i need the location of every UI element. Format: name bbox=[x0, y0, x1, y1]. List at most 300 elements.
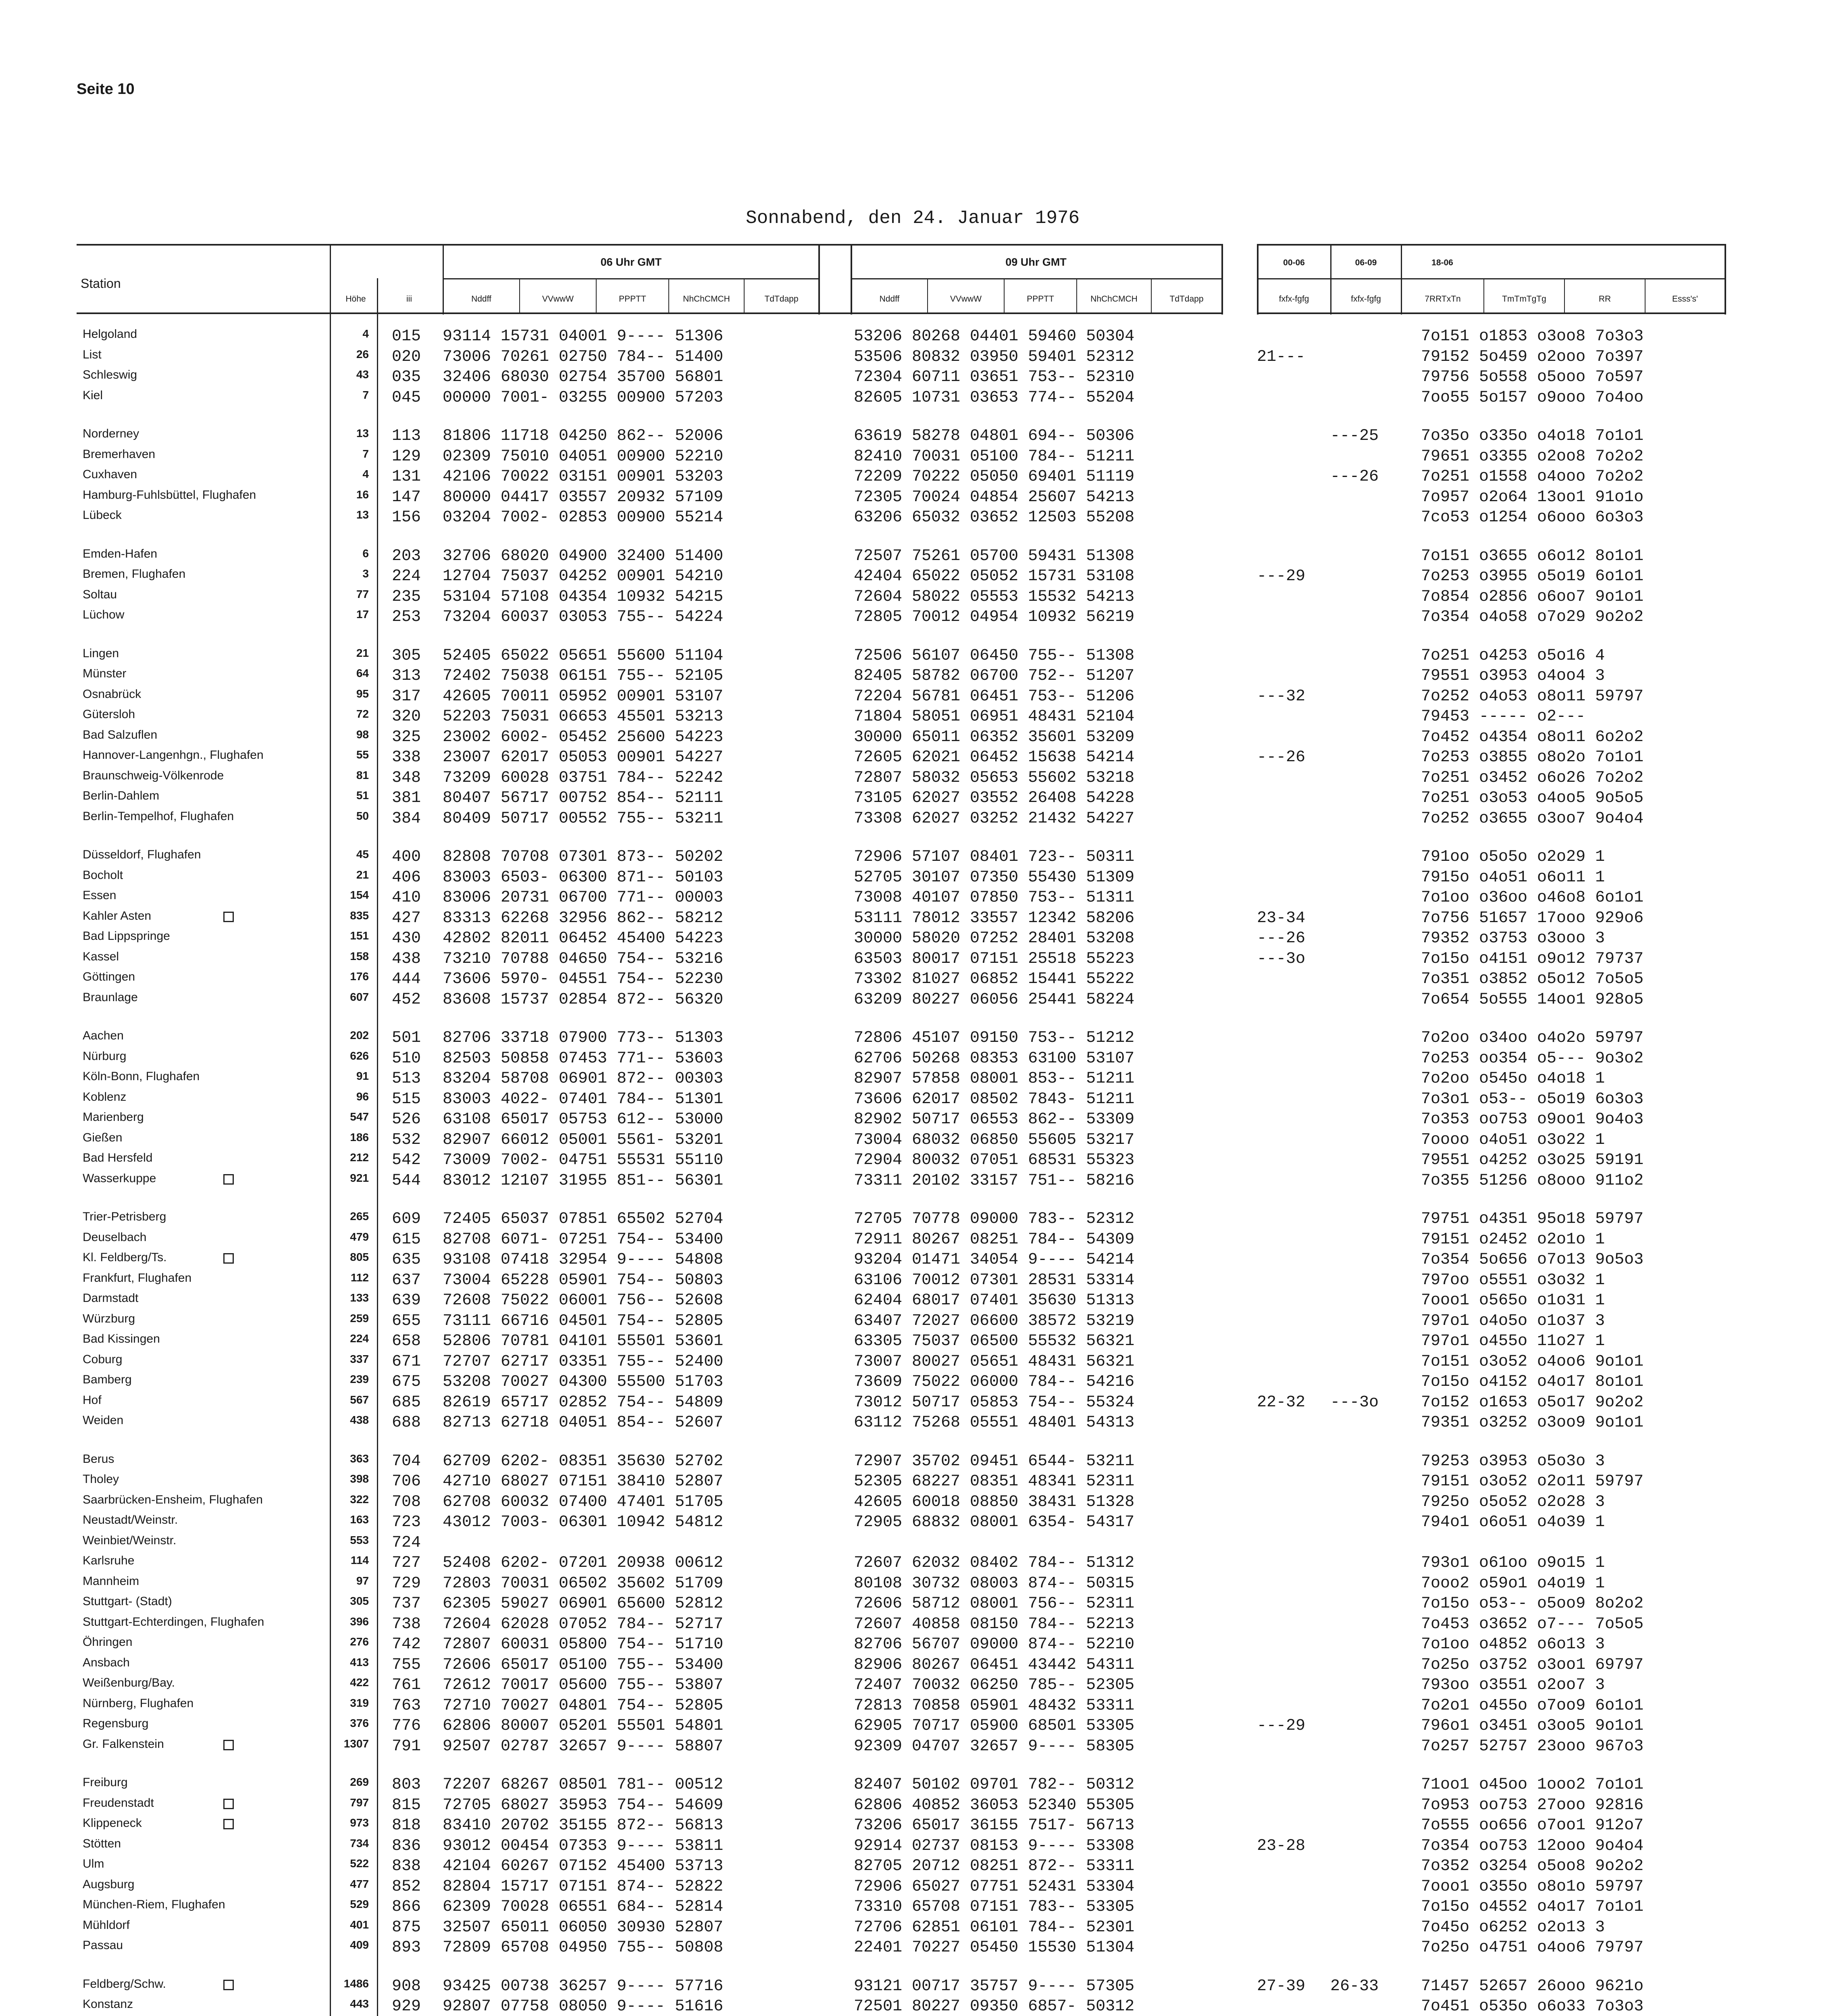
table-row bbox=[0, 1151, 1839, 1171]
obs-06-gmt: 72809 65708 04950 755-- 50808 bbox=[443, 1939, 724, 1957]
station-name: Lingen bbox=[83, 646, 119, 660]
table-row bbox=[0, 1131, 1839, 1151]
obs-06-gmt: 73606 5970- 04551 754-- 52230 bbox=[443, 970, 724, 988]
summary-18-06: 7o15o o53-- o5oo9 8o2o2 bbox=[1421, 1595, 1644, 1613]
obs-06-gmt: 73209 60028 03751 784-- 52242 bbox=[443, 768, 724, 787]
station-index: 763 bbox=[392, 1696, 421, 1715]
obs-09-gmt: 73310 65708 07151 783-- 53305 bbox=[854, 1898, 1135, 1916]
obs-09-gmt: 82906 80267 06451 43442 54311 bbox=[854, 1656, 1135, 1674]
station-name: Bad Hersfeld bbox=[83, 1151, 153, 1164]
station-index: 452 bbox=[392, 990, 421, 1009]
station-name: Stötten bbox=[83, 1837, 121, 1850]
col-tdapp-06: TdTdapp bbox=[764, 294, 799, 304]
obs-09-gmt: 30000 65011 06352 35601 53209 bbox=[854, 728, 1135, 746]
obs-09-gmt: 72605 62021 06452 15638 54214 bbox=[854, 748, 1135, 766]
table-row bbox=[0, 1353, 1839, 1373]
summary-18-06: 797o1 o4o5o o1o37 3 bbox=[1421, 1312, 1605, 1330]
station-name: Göttingen bbox=[83, 970, 135, 983]
station-elevation: 212 bbox=[350, 1151, 369, 1164]
station-elevation: 259 bbox=[350, 1312, 369, 1325]
col-vvwww-06: VVwwW bbox=[542, 294, 574, 304]
table-row bbox=[0, 1472, 1839, 1493]
station-index: 818 bbox=[392, 1816, 421, 1835]
station-name: Koblenz bbox=[83, 1090, 127, 1104]
station-name: Essen bbox=[83, 889, 116, 902]
obs-09-gmt: 72807 58032 05653 55602 53218 bbox=[854, 768, 1135, 787]
station-name: Lüchow bbox=[83, 608, 125, 621]
obs-06-gmt: 32507 65011 06050 30930 52807 bbox=[443, 1918, 724, 1937]
station-elevation: 626 bbox=[350, 1049, 369, 1062]
station-index: 384 bbox=[392, 809, 421, 828]
station-index: 224 bbox=[392, 567, 421, 585]
obs-09-gmt: 82405 58782 06700 752-- 51207 bbox=[854, 667, 1135, 685]
station-name: Braunlage bbox=[83, 990, 138, 1004]
table-row bbox=[0, 427, 1839, 447]
table-row bbox=[0, 1070, 1839, 1090]
col-vvwww-09: VVwwW bbox=[950, 294, 982, 304]
station-index: 406 bbox=[392, 868, 421, 887]
table-row bbox=[0, 1656, 1839, 1676]
obs-09-gmt: 72806 45107 09150 753-- 51212 bbox=[854, 1029, 1135, 1047]
obs-09-gmt: 72911 80267 08251 784-- 54309 bbox=[854, 1230, 1135, 1249]
table-row bbox=[0, 1697, 1839, 1717]
station-elevation: 7 bbox=[362, 447, 369, 460]
station-elevation: 81 bbox=[356, 768, 369, 781]
obs-09-gmt: 72305 70024 04854 25607 54213 bbox=[854, 488, 1135, 506]
summary-18-06: 79152 5o459 o2ooo 7o397 bbox=[1421, 348, 1644, 366]
summary-18-06: 79351 o3252 o3oo9 9o1o1 bbox=[1421, 1414, 1644, 1432]
obs-09-gmt: 82410 70031 05100 784-- 51211 bbox=[854, 447, 1135, 466]
table-row bbox=[0, 1918, 1839, 1939]
station-elevation: 363 bbox=[350, 1452, 369, 1465]
station-name: Stuttgart- (Stadt) bbox=[83, 1595, 172, 1608]
station-elevation: 805 bbox=[350, 1251, 369, 1263]
station-index: 320 bbox=[392, 708, 421, 726]
table-row bbox=[0, 1717, 1839, 1737]
gust-06-09: 26-33 bbox=[1330, 1977, 1379, 1995]
obs-09-gmt: 72805 70012 04954 10932 56219 bbox=[854, 608, 1135, 626]
station-elevation: 567 bbox=[350, 1393, 369, 1406]
station-index: 348 bbox=[392, 768, 421, 787]
station-name: Berus bbox=[83, 1452, 114, 1466]
obs-06-gmt: 72606 65017 05100 755-- 53400 bbox=[443, 1656, 724, 1674]
obs-09-gmt: 63305 75037 06500 55532 56321 bbox=[854, 1332, 1135, 1350]
summary-18-06: 7o756 51657 17ooo 929o6 bbox=[1421, 909, 1644, 927]
station-name: Weinbiet/Weinstr. bbox=[83, 1533, 177, 1547]
obs-06-gmt: 82706 33718 07900 773-- 51303 bbox=[443, 1029, 724, 1047]
table-row bbox=[0, 1271, 1839, 1291]
obs-06-gmt: 53208 70027 04300 55500 51703 bbox=[443, 1373, 724, 1391]
summary-18-06: 79151 o2452 o2o1o 1 bbox=[1421, 1230, 1605, 1249]
summary-18-06: 7o15o o4552 o4o17 7o1o1 bbox=[1421, 1898, 1644, 1916]
obs-06-gmt: 03204 7002- 02853 00900 55214 bbox=[443, 508, 724, 527]
table-row bbox=[0, 1414, 1839, 1434]
obs-06-gmt: 62709 6202- 08351 35630 52702 bbox=[443, 1452, 724, 1470]
obs-06-gmt: 42104 60267 07152 45400 53713 bbox=[443, 1857, 724, 1875]
obs-06-gmt: 00000 7001- 03255 00900 57203 bbox=[443, 388, 724, 407]
station-name: Augsburg bbox=[83, 1877, 135, 1891]
obs-09-gmt: 71804 58051 06951 48431 52104 bbox=[854, 708, 1135, 726]
obs-06-gmt: 82619 65717 02852 754-- 54809 bbox=[443, 1393, 724, 1412]
station-elevation: 158 bbox=[350, 950, 369, 962]
station-index: 430 bbox=[392, 929, 421, 948]
summary-18-06: 7o2oo o545o o4o18 1 bbox=[1421, 1070, 1605, 1088]
obs-09-gmt: 63209 80227 06056 25441 58224 bbox=[854, 990, 1135, 1009]
summary-18-06: 7o453 o3652 o7--- 7o5o5 bbox=[1421, 1615, 1644, 1633]
table-row bbox=[0, 1050, 1839, 1070]
obs-06-gmt: 52806 70781 04101 55501 53601 bbox=[443, 1332, 724, 1350]
station-elevation: 734 bbox=[350, 1837, 369, 1849]
obs-06-gmt: 73204 60037 03053 755-- 54224 bbox=[443, 608, 724, 626]
obs-06-gmt: 80000 04417 03557 20932 57109 bbox=[443, 488, 724, 506]
table-row bbox=[0, 1939, 1839, 1959]
summary-18-06: 7o25o o4751 o4oo6 79797 bbox=[1421, 1939, 1644, 1957]
station-elevation: 1486 bbox=[343, 1977, 369, 1990]
header-hoehe: Höhe bbox=[345, 294, 366, 304]
table-row bbox=[0, 368, 1839, 388]
obs-09-gmt: 82706 56707 09000 874-- 52210 bbox=[854, 1635, 1135, 1654]
station-name: Bamberg bbox=[83, 1373, 132, 1386]
table-row bbox=[0, 950, 1839, 970]
station-index: 675 bbox=[392, 1373, 421, 1391]
summary-18-06: 7o257 52757 23ooo 967o3 bbox=[1421, 1737, 1644, 1756]
obs-06-gmt: 73210 70788 04650 754-- 53216 bbox=[443, 950, 724, 968]
obs-06-gmt: 80407 56717 00752 854-- 52111 bbox=[443, 789, 724, 807]
station-elevation: 479 bbox=[350, 1230, 369, 1243]
station-elevation: 1307 bbox=[343, 1737, 369, 1750]
station-name: Bad Salzuflen bbox=[83, 728, 158, 741]
station-name: Gießen bbox=[83, 1131, 123, 1144]
obs-06-gmt: 52408 6202- 07201 20938 00612 bbox=[443, 1554, 724, 1572]
station-name: Düsseldorf, Flughafen bbox=[83, 848, 201, 861]
station-index: 803 bbox=[392, 1776, 421, 1794]
obs-06-gmt: 62305 59027 06901 65600 52812 bbox=[443, 1595, 724, 1613]
station-elevation: 269 bbox=[350, 1776, 369, 1788]
station-elevation: 97 bbox=[356, 1574, 369, 1587]
table-row bbox=[0, 1977, 1839, 1997]
obs-09-gmt: 62706 50268 08353 63100 53107 bbox=[854, 1049, 1135, 1068]
station-name: Hamburg-Fuhlsbüttel, Flughafen bbox=[83, 488, 256, 502]
summary-18-06: 7o957 o2o64 13oo1 91o1o bbox=[1421, 488, 1644, 506]
col-fxfx-00-06: fxfx-fgfg bbox=[1279, 294, 1309, 304]
obs-09-gmt: 63112 75268 05551 48401 54313 bbox=[854, 1414, 1135, 1432]
obs-09-gmt: 92309 04707 32657 9---- 58305 bbox=[854, 1737, 1135, 1756]
station-elevation: 396 bbox=[350, 1615, 369, 1628]
table-row bbox=[0, 810, 1839, 830]
summary-18-06: 7o351 o3852 o5o12 7o5o5 bbox=[1421, 970, 1644, 988]
table-row bbox=[0, 1796, 1839, 1816]
station-name: Mannheim bbox=[83, 1574, 139, 1588]
table-row bbox=[0, 1574, 1839, 1595]
obs-06-gmt: 62309 70028 06551 684-- 52814 bbox=[443, 1898, 724, 1916]
summary-18-06: 7o25o o3752 o3oo1 69797 bbox=[1421, 1656, 1644, 1674]
summary-18-06: 79453 ----- o2--- bbox=[1421, 708, 1586, 726]
summary-18-06: 7925o o5o52 o2o28 3 bbox=[1421, 1493, 1605, 1511]
obs-09-gmt: 73206 65017 36155 7517- 56713 bbox=[854, 1816, 1135, 1835]
station-elevation: 477 bbox=[350, 1877, 369, 1890]
summary-18-06: 79651 o3355 o2oo8 7o2o2 bbox=[1421, 447, 1644, 466]
station-name: Bad Kissingen bbox=[83, 1332, 160, 1345]
station-elevation: 413 bbox=[350, 1656, 369, 1668]
obs-06-gmt: 73006 70261 02750 784-- 51400 bbox=[443, 348, 724, 366]
obs-09-gmt: 42605 60018 08850 38431 51328 bbox=[854, 1493, 1135, 1511]
obs-09-gmt: 82407 50102 09701 782-- 50312 bbox=[854, 1776, 1135, 1794]
obs-06-gmt: 93108 07418 32954 9---- 54808 bbox=[443, 1251, 724, 1269]
table-row bbox=[0, 1837, 1839, 1857]
station-elevation: 154 bbox=[350, 889, 369, 901]
obs-09-gmt: 62905 70717 05900 68501 53305 bbox=[854, 1717, 1135, 1735]
station-name: Darmstadt bbox=[83, 1291, 139, 1305]
station-name: Bad Lippspringe bbox=[83, 929, 170, 943]
station-elevation: 553 bbox=[350, 1533, 369, 1546]
table-row bbox=[0, 1452, 1839, 1472]
station-name: List bbox=[83, 348, 102, 361]
station-index: 704 bbox=[392, 1452, 421, 1470]
station-index: 542 bbox=[392, 1151, 421, 1169]
obs-06-gmt: 72604 62028 07052 784-- 52717 bbox=[443, 1615, 724, 1633]
header-06-09: 06-09 bbox=[1355, 258, 1377, 267]
table-row bbox=[0, 929, 1839, 950]
gust-00-06: ---3o bbox=[1257, 950, 1306, 968]
station-name: Osnabrück bbox=[83, 687, 141, 701]
obs-09-gmt: 73609 75022 06000 784-- 54216 bbox=[854, 1373, 1135, 1391]
obs-06-gmt: 81806 11718 04250 862-- 52006 bbox=[443, 427, 724, 445]
table-row bbox=[0, 1676, 1839, 1696]
summary-18-06: 7ooo2 o59o1 o4o19 1 bbox=[1421, 1574, 1605, 1593]
station-index: 129 bbox=[392, 447, 421, 466]
station-index: 045 bbox=[392, 388, 421, 407]
summary-18-06: 7o251 o3452 o6o26 7o2o2 bbox=[1421, 768, 1644, 787]
col-tdapp-09: TdTdapp bbox=[1169, 294, 1204, 304]
table-row bbox=[0, 708, 1839, 728]
summary-18-06: 79253 o3953 o5o3o 3 bbox=[1421, 1452, 1605, 1470]
station-index: 526 bbox=[392, 1110, 421, 1129]
table-row bbox=[0, 1635, 1839, 1656]
summary-18-06: 797o1 o455o 11o27 1 bbox=[1421, 1332, 1605, 1350]
obs-09-gmt: 80108 30732 08003 874-- 50315 bbox=[854, 1574, 1135, 1593]
summary-18-06: 7o1oo o36oo o46o8 6o1o1 bbox=[1421, 889, 1644, 907]
obs-09-gmt: 72906 65027 07751 52431 53304 bbox=[854, 1877, 1135, 1896]
open-square-symbol bbox=[223, 1799, 234, 1809]
summary-18-06: 7oooo o4o51 o3o22 1 bbox=[1421, 1131, 1605, 1149]
station-elevation: 4 bbox=[362, 327, 369, 340]
station-elevation: 13 bbox=[356, 427, 369, 439]
gust-00-06: 23-28 bbox=[1257, 1837, 1306, 1855]
obs-06-gmt: 83410 20702 35155 872-- 56813 bbox=[443, 1816, 724, 1835]
open-square-symbol bbox=[223, 912, 234, 922]
station-elevation: 443 bbox=[350, 1997, 369, 2010]
station-elevation: 319 bbox=[350, 1696, 369, 1709]
gust-00-06: ---29 bbox=[1257, 567, 1306, 585]
summary-18-06: 71457 52657 26ooo 9621o bbox=[1421, 1977, 1644, 1995]
table-row bbox=[0, 1878, 1839, 1898]
obs-09-gmt: 73012 50717 05853 754-- 55324 bbox=[854, 1393, 1135, 1412]
summary-18-06: 7o15o o4152 o4o17 8o1o1 bbox=[1421, 1373, 1644, 1391]
obs-09-gmt: 72906 57107 08401 723-- 50311 bbox=[854, 848, 1135, 866]
summary-18-06: 791oo o5o5o o2o29 1 bbox=[1421, 848, 1605, 866]
col-ppptt-09: PPPTT bbox=[1027, 294, 1054, 304]
station-name: Weiden bbox=[83, 1414, 124, 1427]
obs-06-gmt: 42605 70011 05952 00901 53107 bbox=[443, 687, 724, 706]
station-index: 755 bbox=[392, 1656, 421, 1674]
summary-18-06: 7o352 o3254 o5oo8 9o2o2 bbox=[1421, 1857, 1644, 1875]
obs-09-gmt: 82907 57858 08001 853-- 51211 bbox=[854, 1070, 1135, 1088]
obs-09-gmt: 73302 81027 06852 15441 55222 bbox=[854, 970, 1135, 988]
table-row bbox=[0, 1373, 1839, 1393]
obs-06-gmt: 82708 6071- 07251 754-- 53400 bbox=[443, 1230, 724, 1249]
station-elevation: 239 bbox=[350, 1373, 369, 1385]
station-elevation: 224 bbox=[350, 1332, 369, 1345]
station-name: Lübeck bbox=[83, 508, 122, 522]
summary-18-06: 7o152 o1653 o5o17 9o2o2 bbox=[1421, 1393, 1644, 1412]
table-row bbox=[0, 1857, 1839, 1877]
station-name: Marienberg bbox=[83, 1110, 144, 1124]
summary-18-06: 793oo o3551 o2oo7 3 bbox=[1421, 1676, 1605, 1694]
obs-09-gmt: 53506 80832 03950 59401 52312 bbox=[854, 348, 1135, 366]
station-name: Gütersloh bbox=[83, 708, 135, 721]
obs-09-gmt: 42404 65022 05052 15731 53108 bbox=[854, 567, 1135, 585]
summary-18-06: 7o3o1 o53-- o5o19 6o3o3 bbox=[1421, 1090, 1644, 1108]
station-name: Öhringen bbox=[83, 1635, 133, 1649]
obs-09-gmt: 73105 62027 03552 26408 54228 bbox=[854, 789, 1135, 807]
obs-09-gmt: 72304 60711 03651 753-- 52310 bbox=[854, 368, 1135, 386]
station-elevation: 322 bbox=[350, 1493, 369, 1506]
station-name: Weißenburg/Bay. bbox=[83, 1676, 175, 1689]
obs-09-gmt: 72407 70032 06250 785-- 52305 bbox=[854, 1676, 1135, 1694]
table-row bbox=[0, 647, 1839, 667]
table-row bbox=[0, 1210, 1839, 1230]
station-elevation: 163 bbox=[350, 1513, 369, 1526]
obs-09-gmt: 82705 20712 08251 872-- 53311 bbox=[854, 1857, 1135, 1875]
summary-18-06: 79551 o3953 o4oo4 3 bbox=[1421, 667, 1605, 685]
station-elevation: 401 bbox=[350, 1918, 369, 1931]
station-index: 685 bbox=[392, 1393, 421, 1412]
table-row bbox=[0, 327, 1839, 348]
station-index: 131 bbox=[392, 468, 421, 486]
station-name: Neustadt/Weinstr. bbox=[83, 1513, 178, 1527]
obs-09-gmt: 63407 72027 06600 38572 53219 bbox=[854, 1312, 1135, 1330]
obs-06-gmt: 53104 57108 04354 10932 54215 bbox=[443, 587, 724, 606]
station-name: Braunschweig-Völkenrode bbox=[83, 768, 224, 782]
station-elevation: 921 bbox=[350, 1171, 369, 1184]
obs-06-gmt: 62806 80007 05201 55501 54801 bbox=[443, 1717, 724, 1735]
col-fxfx-06-09: fxfx-fgfg bbox=[1351, 294, 1381, 304]
station-index: 671 bbox=[392, 1352, 421, 1371]
station-name: Bremerhaven bbox=[83, 447, 156, 461]
table-row bbox=[0, 789, 1839, 809]
table-row bbox=[0, 1513, 1839, 1533]
obs-06-gmt: 72707 62717 03351 755-- 52400 bbox=[443, 1352, 724, 1371]
station-name: Kiel bbox=[83, 388, 103, 402]
obs-09-gmt: 72907 35702 09451 6544- 53211 bbox=[854, 1452, 1135, 1470]
station-name: Regensburg bbox=[83, 1717, 149, 1730]
obs-06-gmt: 62708 60032 07400 47401 51705 bbox=[443, 1493, 724, 1511]
table-row bbox=[0, 1251, 1839, 1271]
obs-06-gmt: 93425 00738 36257 9---- 57716 bbox=[443, 1977, 724, 1995]
summary-18-06: 7ooo1 o355o o8o1o 59797 bbox=[1421, 1877, 1644, 1896]
station-elevation: 114 bbox=[350, 1554, 369, 1566]
station-name: Cuxhaven bbox=[83, 468, 137, 481]
gust-06-09: ---25 bbox=[1330, 427, 1379, 445]
summary-18-06: 797oo o5551 o3o32 1 bbox=[1421, 1271, 1605, 1289]
summary-18-06: 7o15o o4151 o9o12 79737 bbox=[1421, 950, 1644, 968]
obs-06-gmt: 42106 70022 03151 00901 53203 bbox=[443, 468, 724, 486]
obs-09-gmt: 93121 00717 35757 9---- 57305 bbox=[854, 1977, 1135, 1995]
station-elevation: 21 bbox=[356, 646, 369, 659]
obs-06-gmt: 80409 50717 00552 755-- 53211 bbox=[443, 809, 724, 828]
station-index: 325 bbox=[392, 728, 421, 746]
obs-06-gmt: 83003 6503- 06300 871-- 50103 bbox=[443, 868, 724, 887]
station-elevation: 98 bbox=[356, 728, 369, 741]
station-index: 410 bbox=[392, 889, 421, 907]
station-name: Passau bbox=[83, 1939, 123, 1952]
station-elevation: 276 bbox=[350, 1635, 369, 1648]
station-elevation: 72 bbox=[356, 708, 369, 720]
obs-06-gmt: 82503 50858 07453 771-- 53603 bbox=[443, 1049, 724, 1068]
station-index: 035 bbox=[392, 368, 421, 386]
summary-18-06: 7co53 o1254 o6ooo 6o3o3 bbox=[1421, 508, 1644, 527]
station-index: 893 bbox=[392, 1939, 421, 1957]
table-row bbox=[0, 1595, 1839, 1615]
table-row bbox=[0, 970, 1839, 990]
station-name: Konstanz bbox=[83, 1997, 133, 2011]
obs-06-gmt: 92507 02787 32657 9---- 58807 bbox=[443, 1737, 724, 1756]
station-index: 438 bbox=[392, 950, 421, 968]
station-elevation: 398 bbox=[350, 1472, 369, 1485]
page-title: Sonnabend, den 24. Januar 1976 bbox=[746, 208, 1080, 229]
station-index: 637 bbox=[392, 1271, 421, 1289]
summary-18-06: 7o151 o1853 o3oo8 7o3o3 bbox=[1421, 327, 1644, 346]
col-7rr: 7RRTxTn bbox=[1425, 294, 1461, 304]
obs-06-gmt: 52203 75031 06653 45501 53213 bbox=[443, 708, 724, 726]
station-name: Schleswig bbox=[83, 368, 137, 381]
gust-06-09: ---3o bbox=[1330, 1393, 1379, 1412]
station-elevation: 4 bbox=[362, 468, 369, 480]
station-elevation: 265 bbox=[350, 1210, 369, 1223]
obs-09-gmt: 63503 80017 07151 25518 55223 bbox=[854, 950, 1135, 968]
table-row bbox=[0, 567, 1839, 587]
obs-09-gmt: 73004 68032 06850 55605 53217 bbox=[854, 1131, 1135, 1149]
obs-09-gmt: 72813 70858 05901 48432 53311 bbox=[854, 1696, 1135, 1715]
header-station: Station bbox=[81, 276, 121, 291]
table-row bbox=[0, 1776, 1839, 1796]
station-index: 338 bbox=[392, 748, 421, 766]
obs-09-gmt: 72705 70778 09000 783-- 52312 bbox=[854, 1210, 1135, 1228]
table-row bbox=[0, 588, 1839, 608]
summary-18-06: 7o555 oo656 o7oo1 912o7 bbox=[1421, 1816, 1644, 1835]
obs-06-gmt: 82713 62718 04051 854-- 52607 bbox=[443, 1414, 724, 1432]
obs-09-gmt: 73008 40107 07850 753-- 51311 bbox=[854, 889, 1135, 907]
header-00-06: 00-06 bbox=[1283, 258, 1305, 267]
station-index: 203 bbox=[392, 547, 421, 565]
table-row bbox=[0, 1554, 1839, 1574]
table-row bbox=[0, 1737, 1839, 1758]
table-row bbox=[0, 1312, 1839, 1332]
station-index: 513 bbox=[392, 1070, 421, 1088]
station-name: Stuttgart-Echterdingen, Flughafen bbox=[83, 1615, 264, 1629]
col-nddff-09: Nddff bbox=[879, 294, 900, 304]
obs-06-gmt: 73009 7002- 04751 55531 55110 bbox=[443, 1151, 724, 1169]
table-row bbox=[0, 608, 1839, 628]
header-18-06: 18-06 bbox=[1431, 258, 1453, 267]
station-index: 400 bbox=[392, 848, 421, 866]
obs-09-gmt: 52305 68227 08351 48341 52311 bbox=[854, 1472, 1135, 1491]
obs-06-gmt: 83608 15737 02854 872-- 56320 bbox=[443, 990, 724, 1009]
summary-18-06: 71oo1 o45oo 1ooo2 7o1o1 bbox=[1421, 1776, 1644, 1794]
station-index: 815 bbox=[392, 1796, 421, 1814]
station-name: Aachen bbox=[83, 1029, 124, 1042]
station-name: Münster bbox=[83, 667, 127, 680]
